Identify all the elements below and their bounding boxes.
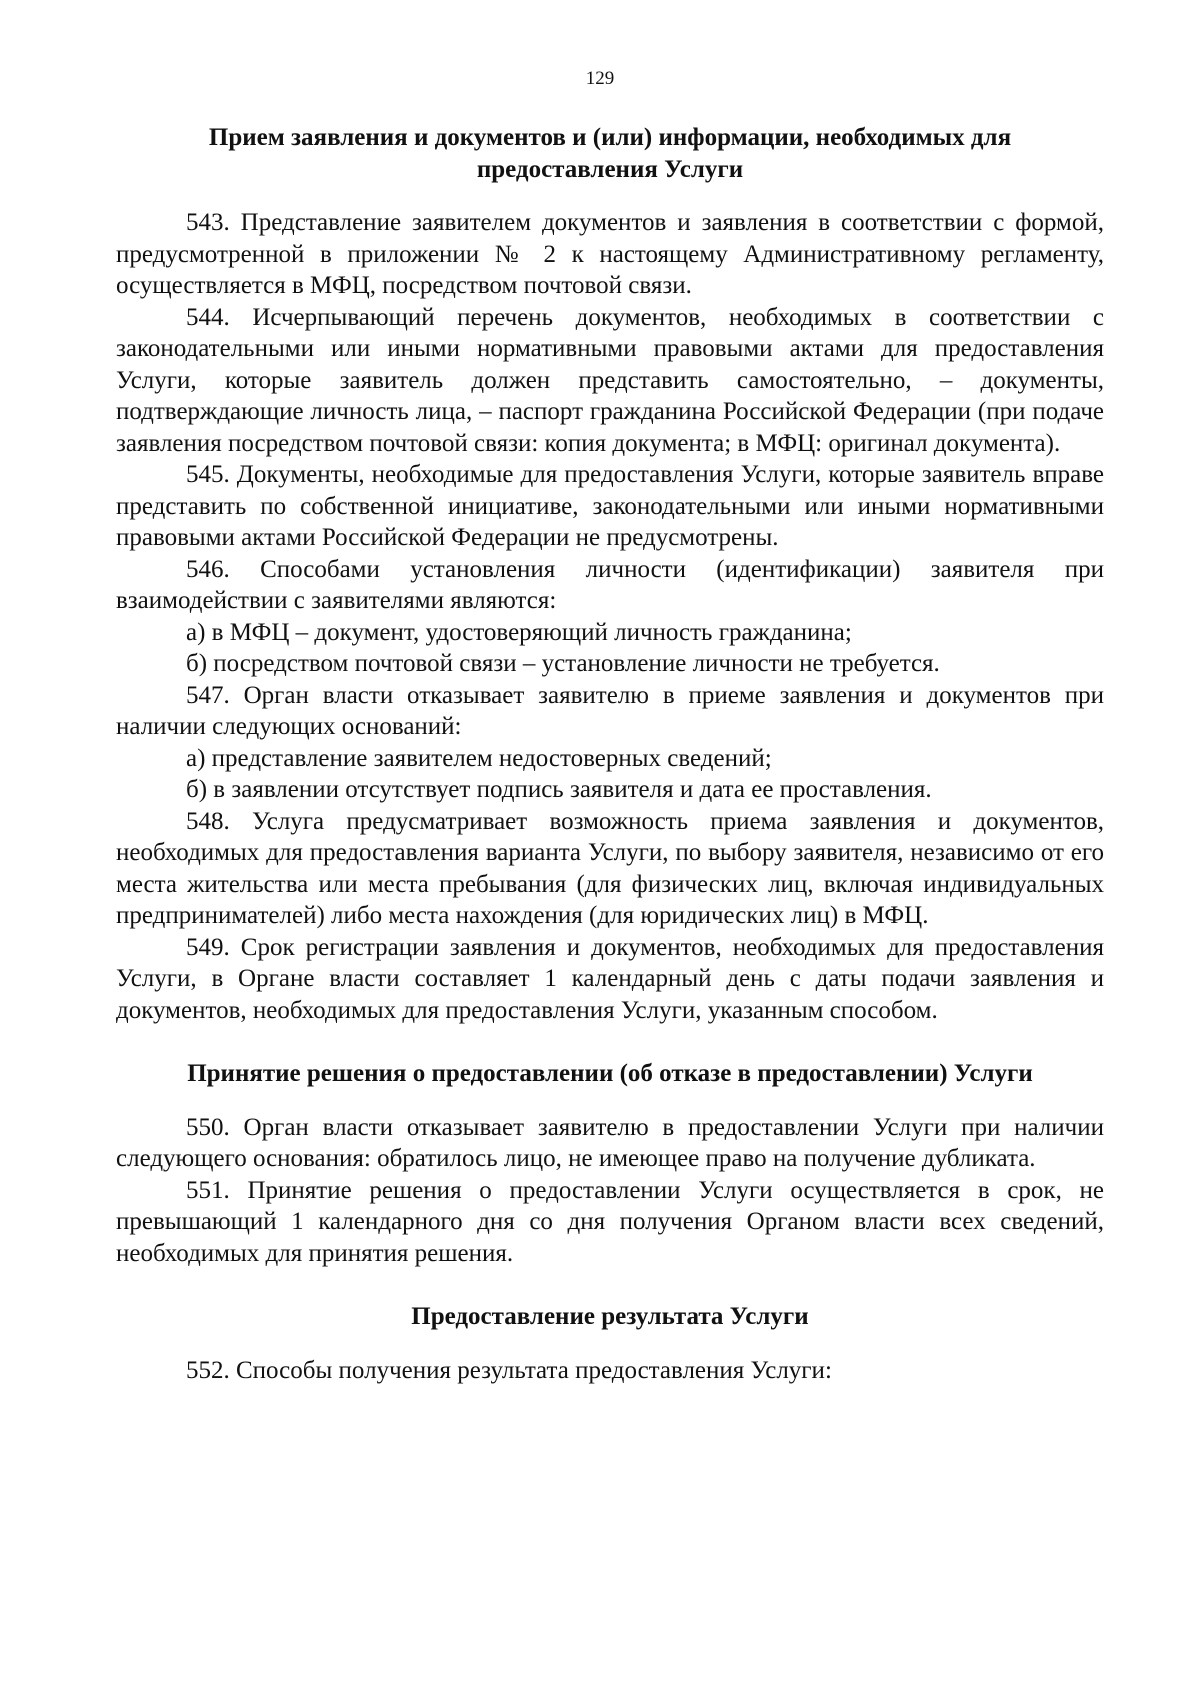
section-heading-decision: Принятие решения о предоставлении (об отказе в предоставлении) Услуги <box>187 1060 1033 1087</box>
paragraph-546-item-b: б) посредством почтовой связи – установление личности не требуется. <box>186 650 940 677</box>
section-heading-result: Предоставление результата Услуги <box>411 1303 809 1330</box>
document-body <box>116 122 1104 1386</box>
paragraph-546-item-a: а) в МФЦ – документ, удостоверяющий личность гражданина; <box>186 618 852 646</box>
page-number: 129 <box>585 68 615 89</box>
paragraph-547: 547. Орган власти отказывает заявителю в приеме заявления и документов при наличии следующих оснований: <box>116 681 1104 740</box>
paragraph-551: 551. Принятие решения о предоставлении Услуги осуществляется в срок, не превышающий 1 календарного дня со дня получения Органом власти всех сведений, необходимых для принятия решения. <box>116 1176 1104 1267</box>
paragraph-544: 544. Исчерпывающий перечень документов, необходимых в соответствии с законодательными или иными нормативными правовыми актами для предоставления Услуги, которые заявитель должен представить самостоятельно, – документы, подтверждающие личность лица, – паспорт гражданина Российской Федерации (при подаче заявления посредством почтовой связи: копия документа; в МФЦ: оригинал документа). <box>116 303 1104 457</box>
paragraph-545: 545. Документы, необходимые для предоставления Услуги, которые заявитель вправе представить по собственной инициативе, законодательными или иными нормативными правовыми актами Российской Федерации не предусмотрены. <box>116 461 1104 551</box>
paragraph-547-item-b: б) в заявлении отсутствует подпись заявителя и дата ее проставления. <box>186 776 932 803</box>
paragraph-549: 549. Срок регистрации заявления и документов, необходимых для предоставления Услуги, в Органе власти составляет 1 календарный день с даты подачи заявления и документов, необходимых для предоставления Услуги, указанным способом. <box>116 933 1104 1024</box>
paragraph-543: 543. Представление заявителем документов и заявления в соответствии с формой, предусмотренной в приложении № 2 к настоящему Административному регламенту, осуществляется в МФЦ, посредством почтовой связи. <box>116 209 1104 299</box>
section-heading-reception: Прием заявления и документов и (или) информации, необходимых для предоставления Услуги <box>208 124 1012 183</box>
paragraph-552: 552. Способы получения результата предоставления Услуги: <box>186 1356 832 1384</box>
paragraph-546: 546. Способами установления личности (идентификации) заявителя при взаимодействии с заявителями являются: <box>116 555 1104 614</box>
paragraph-550: 550. Орган власти отказывает заявителю в предоставлении Услуги при наличии следующего основания: обратилось лицо, не имеющее право на получение дубликата. <box>116 1113 1104 1172</box>
paragraph-548: 548. Услуга предусматривает возможность приема заявления и документов, необходимых для предоставления варианта Услуги, по выбору заявителя, независимо от его места жительства или места пребывания (для физических лиц, включая индивидуальных предпринимателей) либо места нахождения (для юридических лиц) в МФЦ. <box>116 807 1104 929</box>
paragraph-547-item-a: а) представление заявителем недостоверных сведений; <box>186 744 772 772</box>
